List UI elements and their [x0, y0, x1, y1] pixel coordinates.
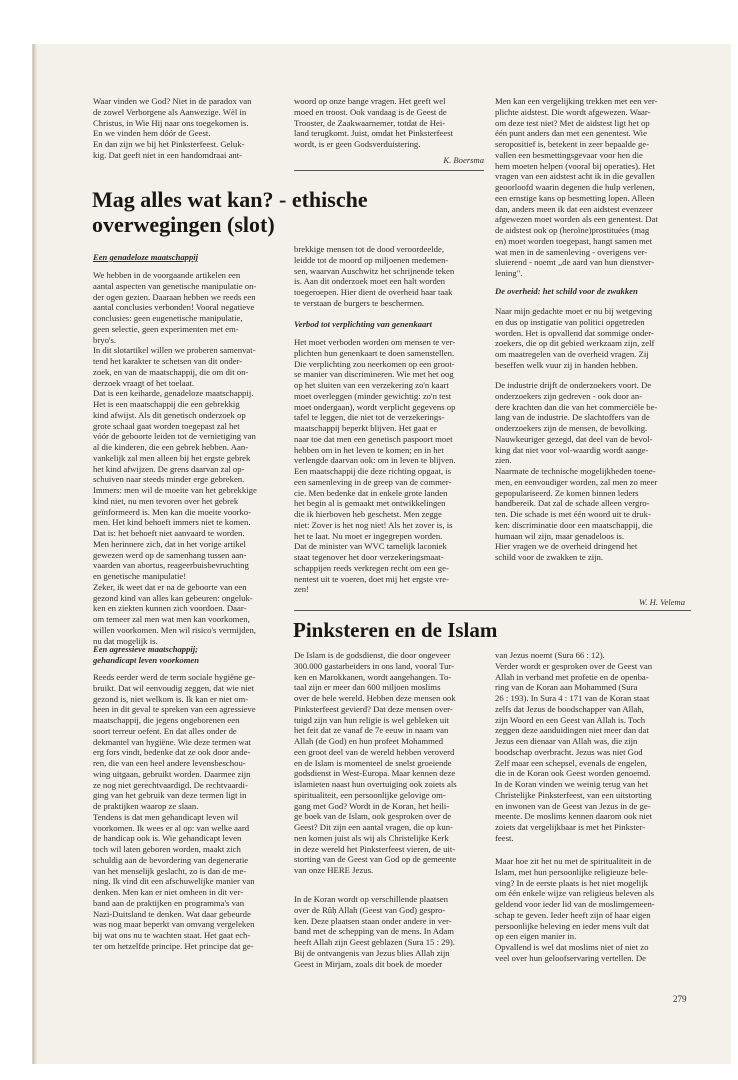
ethics-column-2-text-1: brekkige mensen tot de dood veroordeelde, leidde tot de moord op miljoenen medemen- sen, waarvan Auschwitz het schrijnende teken is. Aan dit onderzoek moet een halt worden toegeroepen. Hier dient de overheid haar taak te verstaan de burgers te beschermen.: [294, 244, 455, 308]
ethics-subheading-genadeloze: Een genadeloze maatschappij: [93, 252, 199, 262]
islam-column-1-text-2: In de Koran wordt op verschillende plaatsen over de Rûḥ Allah (Geest van God) gespro- ken. Deze plaatsen staan onder andere in ver- band met de schepping van de mens. In Adam heeft Allah zijn Geest geblazen (Sura 15 : 29). Bij de ontvangenis van Jezus blies Allah zijn Geest in Mirjam, zoals dit boek de moeder: [294, 894, 455, 969]
ethics-subheading-agressieve: Een agressieve maatschappij; gehandicapt leven voorkomen: [93, 644, 199, 665]
ethics-subheading-overheid: De overheid: het schild voor de zwakken: [495, 286, 638, 296]
ethics-subheading-genenkaart: Verbod tot verplichting van genenkaart: [294, 319, 432, 329]
ethics-column-1-text-2: Reeds eerder werd de term sociale hygiëne ge- bruikt. Dat wil eenvoudig zeggen, dat wie niet gezond is, niet welkom is. Ik kan er niet om- heen in dit geval te spreken van een agressieve maatschappij, die jegens ongeborenen een soort terreur oefent. En dat alles onder de dekmantel van hygiëne. Wie deze termen wat erg fors vindt, bedenke dat ze ook door ande- ren, die van een heel andere levensbeschou- wing uitgaan, gebruikt worden. Daarmee zijn ze nog niet gerechtvaardigd. De rechtvaardi- ging van het gebruik van deze termen ligt in de praktijken waarop ze slaan. Tendens is dat men gehandicapt leven wil voorkomen. Ik wees er al op: van welke aard de handicap ook is. Wie gehandicapt leven toch wil laten geboren worden, maakt zich schuldig aan de bevordering van degeneratie van het menselijk geslacht, zo is dan de me- ning. Ik vind dit een afschuwelijke manier van denken. Men kan er niet omheen in dit ver- band aan de praktijken en programma's van Nazi-Duitsland te denken. Wat daar gebeurde was nog maar beperkt van omvang vergeleken bij wat ons nu te wachten staat. Het gaat ech- ter om hetzelfde principe. Het principe dat ge-: [93, 672, 256, 951]
page-spine: [33, 44, 37, 1064]
islam-column-1-text-1: De Islam is de godsdienst, die door ongeveer 300.000 gastarbeiders in ons land, vooral Tur- ken en Marokkanen, wordt aangehangen. To- taal zijn er meer dan 600 miljoen moslims over de hele wereld. Hebben deze mensen ook Pinksterfeest gevierd? Dat deze mensen over- tuigd zijn van hun religie is wel gebleken uit het feit dat ze vanaf de 7e eeuw in naam van Allah (de God) en hun profeet Mohammed een groot deel van de wereld hebben veroverd en de Islam is momenteel de snelst groeiende godsdienst in West-Europa. Maar kennen deze islamieten naast hun overtuiging ook zoiets als spiritualiteit, een persoonlijke gelovige om- gang met God? Wordt in de Koran, het heili- ge boek van de Islam, ook gesproken over de Geest? Dit zijn een aantal vragen, die op kun- nen komen juist als wij als Christelijke Kerk in deze wereld het Pinksterfeest vieren, de uit- storting van de Geest van God op de gemeente van onze HERE Jezus.: [294, 650, 457, 875]
islam-article-title: Pinksteren en de Islam: [293, 618, 498, 642]
ethics-column-3-text-3: De industrie drijft de onderzoekers voort. De onderzoekers zijn gedreven - ook door an- dere krachten dan die van het commerciële be- lang van de industrie. De slachtoffers van de onderzoekers zijn de mensen, de bevolking. Nauwkeuriger gezegd, dat deel van de bevol- king dat niet voor vol-waardig wordt aange- zien. Naarmate de technische mogelijkheden toene- men, en eenvoudiger worden, zal men zo meer gepopulariseerd. Ze komen binnen leders handbereik. Dat zal de schade alleen vergro- ten. Die schade is met één woord uit te druk- ken: discriminatie door een maatschappij, die humaan wil zijn, maar genadeloos is. Hier vragen we de overheid dringend het schild voor de zwakken te zijn.: [495, 380, 658, 562]
ethics-column-3-text-1: Men kan een vergelijking trekken met een ver- plichte aidstest. Die wordt afgewezen. Waar- om deze test niet? Met de aidstest ligt het op één punt anders dan met een genentest. Wie seropositief is, betekent in zeer bepaalde ge- vallen een besmettingsgevaar voor hen die hem moeten helpen (vooral bij operaties). Het vragen van een aidstest acht ik in die gevallen geoorloofd waarin degenen die hulp verlenen, een ernstige kans op besmetting lopen. Alleen dan, anders meen ik dat een aidstest evenzeer afgewezen moet worden als een genentest. Dat de aidstest ook op (heroïne)prostituées (mag en) moet worden toegepast, hangt samen met wat men in de samenleving - overigens ver- sluierend - noemt ,,de aard van hun dienstver- lening".: [495, 96, 658, 278]
top-article-author: K. Boersma: [443, 155, 484, 165]
islam-column-2-text-1: van Jezus noemt (Sura 66 : 12). Verder wordt er gesproken over de Geest van Allah in verband met profetie en de openba- ring van de Koran aan Mohammed (Sura 26 : 193). In Sura 4 : 171 van de Koran staat zelfs dat Jezus de boodschapper van Allah, zijn Woord en een Geest van Allah is. Toch zeggen deze aanduidingen niet meer dan dat Jezus een dienaar van Allah was, die zijn boodschap overbracht. Jezus was niet God Zelf maar een schepsel, evenals de engelen, die in de Koran ook Geest worden genoemd. In de Koran vinden we weinig terug van het Christelijke Pinksterfeest, van een uitstorting en inwonen van de Geest van Jezus in de ge- meente. De moslims kennen daarom ook niet zoiets dat vergelijkbaar is met het Pinkster- feest.: [495, 650, 653, 843]
ethics-article-title: Mag alles wat kan? - ethische overwegingen (slot): [92, 187, 368, 237]
top-article-column-1: Waar vinden we God? Niet in de paradox van de zowel Verborgene als Aanwezige. Wèl in Christus, in Wie Hij naar ons toegekomen is. En we vinden hem dóór de Geest. En dan zijn we bij het Pinksterfeest. Geluk- kig. Dat geeft niet in een handomdraai ant-: [93, 96, 252, 160]
islam-column-2-text-2: Maar hoe zit het nu met de spiritualiteit in de Islam, met hun persoonlijke religieuze bele- ving? In de eerste plaats is het niet mogelijk om één enkele wijze van religieus beleven als geldend voor ieder lid van de moslimgemeen- schap te geven. Ieder heeft zijn of haar eigen persoonlijke beleving en ieder mens vult dat op een eigen manier in. Opvallend is wel dat moslims niet of niet zo veel over hun geloofservaring vertellen. De: [495, 856, 655, 963]
magazine-page: [32, 44, 731, 1064]
ethics-article-author: W. H. Velema: [639, 597, 685, 607]
ethics-column-3-text-2: Naar mijn gedachte moet er nu bij wetgeving en dus op instigatie van politici opgetreden worden. Het is opvallend dat sommige onder- zoekers, die op dit gebied werkzaam zijn, zelf om maatregelen van de overheid vragen. Zij beseffen welk vuur zij in handen hebben.: [495, 306, 655, 370]
ethics-column-2-text-2: Het moet verboden worden om mensen te ver- plichten hun genenkaart te doen samenstellen. Die verplichting zou neerkomen op een groot- se manier van discrimineren. Wie met het oog op het sluiten van een verzekering zo'n kaart moet overleggen (minder gewichtig: zo'n test moet ondergaan), wordt verplicht gegevens op tafel te leggen, die niet tot de verzekerings- maatschappij beperkt blijven. Het gaat er naar toe dat men een genetisch paspoort moet hebben om in het leven te komen; en in het verlengde daarvan ook: om in leven te blijven. Een maatschappij die deze richting opgaat, is een samenleving in de greep van de commer- cie. Men bedenke dat in enkele grote landen het begin al is gemaakt met ontwikkelingen die ik hierboven heb geschetst. Men zegge niet: Zover is het nog niet! Als het zover is, is het te laat. Nu moet er ingegrepen worden. Dat de minister van WVC tamelijk laconiek staat tegenover het door verzekeringsmaat- schappijen reeds verkregen recht om een ge- nentest uit te voeren, doet mij het ergste vre- zen!: [294, 337, 456, 595]
top-article-column-2: woord op onze bange vragen. Het geeft wel moed en troost. Ook vandaag is de Geest de Trooster, de Zaakwaarnemer, totdat de Hei- land terugkomt. Juist, omdat het Pinksterfeest wordt, is er geen Godsverduistering.: [294, 96, 454, 149]
page-number: 279: [673, 994, 687, 1004]
top-article-end-rule: [294, 170, 484, 171]
ethics-article-end-rule: [294, 610, 691, 611]
ethics-column-1-text-1: We hebben in de voorgaande artikelen een aantal aspecten van genetische manipulatie on- der ogen gezien. Daaraan hebben we reeds een aantal conclusies verbonden! Vooral negatieve conclusies: geen eugenetische manipulatie, geen selectie, geen experimenten met em- bryo's. In dit slotartikel willen we proberen samenvat- tend het karakter te schetsen van dit onder- zoek, en van de maatschappij, die om dit on- derzoek vraagt of het toelaat. Dat is een keiharde, genadeloze maatschappij. Het is een maatschappij die een gebrekkig kind afwijst. Als dit genetisch onderzoek op grote schaal gaat worden toegepast zal het vóór de geboorte leiden tot de vernietiging van al die kinderen, die een gebrek hebben. Aan- vankelijk zal men alleen bij het ergste gebrek het kind afwijzen. De grens daarvan zal op- schuiven naar steeds minder erge gebreken. Immers: men wil de moeite van het gebrekkige kind niet, nu men tevoren over het gebrek geïnformeerd is. Men kan die moeite voorko- men. Het kind behoeft immers niet te komen. Dat is: het behoeft niet aanvaard te worden. Men herinnere zich, dat in het vorige artikel gewezen werd op de samenhang tussen aan- vaarden van abortus, reageerbuisbevruchting en genetische manipulatie! Zeker, ik weet dat er na de geboorte van een gezond kind van alles kan gebeuren: ongeluk- ken en ziekten kunnen zich voordoen. Daar- om temeer zal men wat men kan voorkomen, willen voorkomen. Men wil risico's vermijden, nu dat mogelijk is.: [93, 270, 257, 646]
